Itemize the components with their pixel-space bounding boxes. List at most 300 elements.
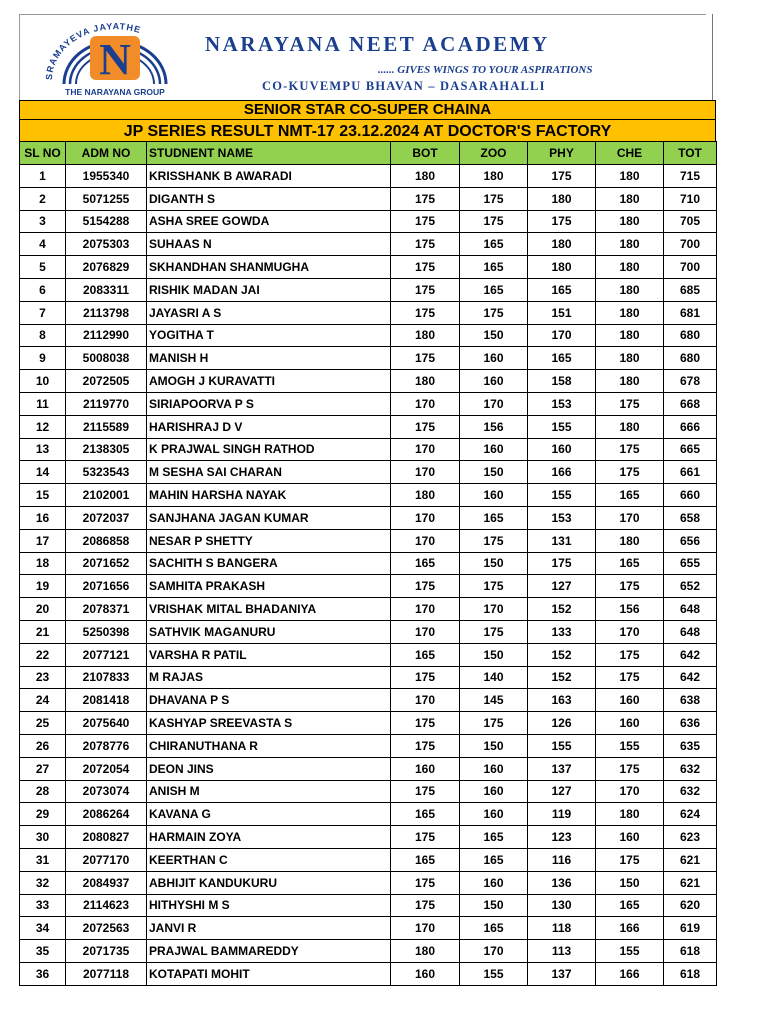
cell-che-score: 160 (596, 689, 664, 712)
cell-phy-score: 175 (528, 165, 596, 188)
cell-adm-no: 2071652 (66, 552, 147, 575)
cell-sl-no: 24 (20, 689, 66, 712)
cell-sl-no: 27 (20, 757, 66, 780)
cell-adm-no: 5154288 (66, 210, 147, 233)
column-header-adm-no: ADM NO (66, 142, 147, 165)
cell-zoo-score: 165 (460, 917, 528, 940)
cell-student-name: VARSHA R PATIL (147, 643, 391, 666)
cell-student-name: SIRIAPOORVA P S (147, 392, 391, 415)
cell-sl-no: 23 (20, 666, 66, 689)
cell-phy-score: 131 (528, 529, 596, 552)
cell-che-score: 155 (596, 940, 664, 963)
table-row (20, 370, 717, 393)
cell-che-score: 156 (596, 598, 664, 621)
cell-student-name: SACHITH S BANGERA (147, 552, 391, 575)
cell-sl-no: 13 (20, 438, 66, 461)
cell-sl-no: 34 (20, 917, 66, 940)
cell-zoo-score: 175 (460, 712, 528, 735)
result-title: JP SERIES RESULT NMT-17 23.12.2024 AT DOCTOR'S FACTORY (123, 123, 612, 140)
cell-total-score: 705 (664, 210, 717, 233)
cell-adm-no: 2114623 (66, 894, 147, 917)
cell-bot-score: 175 (391, 894, 460, 917)
table-row (20, 233, 717, 256)
cell-che-score: 165 (596, 484, 664, 507)
table-row (20, 780, 717, 803)
cell-adm-no: 2076829 (66, 256, 147, 279)
table-row (20, 324, 717, 347)
cell-total-score: 620 (664, 894, 717, 917)
table-row (20, 461, 717, 484)
cell-bot-score: 175 (391, 233, 460, 256)
cell-zoo-score: 165 (460, 826, 528, 849)
cell-total-score: 621 (664, 848, 717, 871)
column-header-phy: PHY (528, 142, 596, 165)
cell-sl-no: 9 (20, 347, 66, 370)
cell-total-score: 618 (664, 940, 717, 963)
cell-che-score: 175 (596, 461, 664, 484)
cell-sl-no: 17 (20, 529, 66, 552)
academy-tagline: ...... GIVES WINGS TO YOUR ASPIRATIONS (378, 64, 593, 76)
cell-sl-no: 19 (20, 575, 66, 598)
cell-bot-score: 175 (391, 734, 460, 757)
cell-adm-no: 2107833 (66, 666, 147, 689)
cell-zoo-score: 160 (460, 757, 528, 780)
cell-total-score: 655 (664, 552, 717, 575)
cell-adm-no: 2078776 (66, 734, 147, 757)
cell-che-score: 170 (596, 780, 664, 803)
table-row (20, 484, 717, 507)
column-header-student-name: STUDNENT NAME (147, 142, 391, 165)
cell-bot-score: 175 (391, 256, 460, 279)
cell-sl-no: 36 (20, 962, 66, 985)
cell-bot-score: 170 (391, 689, 460, 712)
cell-adm-no: 2119770 (66, 392, 147, 415)
cell-adm-no: 2102001 (66, 484, 147, 507)
column-header-che: CHE (596, 142, 664, 165)
cell-zoo-score: 175 (460, 529, 528, 552)
cell-sl-no: 22 (20, 643, 66, 666)
cell-sl-no: 18 (20, 552, 66, 575)
cell-student-name: KEERTHAN C (147, 848, 391, 871)
cell-bot-score: 170 (391, 529, 460, 552)
cell-bot-score: 165 (391, 848, 460, 871)
cell-sl-no: 5 (20, 256, 66, 279)
cell-adm-no: 2075640 (66, 712, 147, 735)
cell-zoo-score: 160 (460, 370, 528, 393)
cell-phy-score: 170 (528, 324, 596, 347)
table-header-row (20, 142, 717, 165)
cell-che-score: 180 (596, 278, 664, 301)
cell-zoo-score: 175 (460, 620, 528, 643)
cell-phy-score: 116 (528, 848, 596, 871)
cell-adm-no: 2072054 (66, 757, 147, 780)
cell-bot-score: 170 (391, 620, 460, 643)
cell-zoo-score: 160 (460, 484, 528, 507)
cell-zoo-score: 150 (460, 894, 528, 917)
cell-sl-no: 15 (20, 484, 66, 507)
cell-che-score: 170 (596, 506, 664, 529)
cell-sl-no: 26 (20, 734, 66, 757)
cell-student-name: ABHIJIT KANDUKURU (147, 871, 391, 894)
column-header-tot: TOT (664, 142, 717, 165)
cell-adm-no: 2073074 (66, 780, 147, 803)
cell-zoo-score: 160 (460, 780, 528, 803)
cell-phy-score: 136 (528, 871, 596, 894)
cell-total-score: 642 (664, 666, 717, 689)
table-row (20, 894, 717, 917)
cell-adm-no: 2086858 (66, 529, 147, 552)
table-row (20, 620, 717, 643)
results-body (20, 165, 717, 986)
cell-che-score: 180 (596, 370, 664, 393)
cell-bot-score: 175 (391, 301, 460, 324)
cell-che-score: 155 (596, 734, 664, 757)
cell-sl-no: 11 (20, 392, 66, 415)
table-row (20, 256, 717, 279)
table-row (20, 689, 717, 712)
table-row (20, 165, 717, 188)
cell-phy-score: 155 (528, 734, 596, 757)
cell-sl-no: 28 (20, 780, 66, 803)
cell-che-score: 180 (596, 210, 664, 233)
cell-bot-score: 175 (391, 187, 460, 210)
cell-total-score: 678 (664, 370, 717, 393)
cell-total-score: 658 (664, 506, 717, 529)
results-table (19, 141, 717, 986)
cell-zoo-score: 160 (460, 438, 528, 461)
cell-bot-score: 165 (391, 643, 460, 666)
cell-adm-no: 2138305 (66, 438, 147, 461)
cell-zoo-score: 165 (460, 848, 528, 871)
cell-che-score: 180 (596, 347, 664, 370)
cell-phy-score: 165 (528, 347, 596, 370)
cell-zoo-score: 175 (460, 575, 528, 598)
cell-phy-score: 123 (528, 826, 596, 849)
table-row (20, 712, 717, 735)
cell-student-name: SUHAAS N (147, 233, 391, 256)
cell-phy-score: 119 (528, 803, 596, 826)
cell-adm-no: 2084937 (66, 871, 147, 894)
table-row (20, 643, 717, 666)
cell-total-score: 636 (664, 712, 717, 735)
cell-adm-no: 5008038 (66, 347, 147, 370)
cell-student-name: MAHIN HARSHA NAYAK (147, 484, 391, 507)
table-row (20, 871, 717, 894)
cell-sl-no: 3 (20, 210, 66, 233)
cell-student-name: DIGANTH S (147, 187, 391, 210)
cell-bot-score: 170 (391, 598, 460, 621)
cell-bot-score: 175 (391, 210, 460, 233)
cell-phy-score: 160 (528, 438, 596, 461)
cell-sl-no: 12 (20, 415, 66, 438)
cell-student-name: VRISHAK MITAL BHADANIYA (147, 598, 391, 621)
cell-zoo-score: 170 (460, 940, 528, 963)
cell-che-score: 175 (596, 848, 664, 871)
cell-bot-score: 175 (391, 780, 460, 803)
cell-student-name: HARMAIN ZOYA (147, 826, 391, 849)
table-row (20, 278, 717, 301)
cell-sl-no: 32 (20, 871, 66, 894)
cell-phy-score: 127 (528, 575, 596, 598)
cell-adm-no: 2077118 (66, 962, 147, 985)
cell-zoo-score: 170 (460, 598, 528, 621)
cell-che-score: 175 (596, 575, 664, 598)
cell-zoo-score: 165 (460, 278, 528, 301)
table-row (20, 575, 717, 598)
column-header-sl-no: SL NO (20, 142, 66, 165)
cell-phy-score: 175 (528, 552, 596, 575)
cell-bot-score: 175 (391, 826, 460, 849)
cell-sl-no: 2 (20, 187, 66, 210)
cell-bot-score: 180 (391, 324, 460, 347)
cell-zoo-score: 180 (460, 165, 528, 188)
cell-student-name: JAYASRI A S (147, 301, 391, 324)
column-header-zoo: ZOO (460, 142, 528, 165)
cell-adm-no: 2112990 (66, 324, 147, 347)
cell-adm-no: 2113798 (66, 301, 147, 324)
cell-student-name: K PRAJWAL SINGH RATHOD (147, 438, 391, 461)
cell-phy-score: 151 (528, 301, 596, 324)
cell-phy-score: 175 (528, 210, 596, 233)
cell-bot-score: 175 (391, 871, 460, 894)
cell-che-score: 180 (596, 324, 664, 347)
cell-student-name: SKHANDHAN SHANMUGHA (147, 256, 391, 279)
cell-student-name: DHAVANA P S (147, 689, 391, 712)
cell-zoo-score: 150 (460, 461, 528, 484)
cell-adm-no: 2083311 (66, 278, 147, 301)
cell-phy-score: 163 (528, 689, 596, 712)
cell-adm-no: 5250398 (66, 620, 147, 643)
cell-zoo-score: 155 (460, 962, 528, 985)
table-row (20, 666, 717, 689)
cell-zoo-score: 145 (460, 689, 528, 712)
cell-bot-score: 175 (391, 278, 460, 301)
cell-total-score: 665 (664, 438, 717, 461)
cell-phy-score: 127 (528, 780, 596, 803)
cell-che-score: 170 (596, 620, 664, 643)
cell-adm-no: 2075303 (66, 233, 147, 256)
cell-che-score: 180 (596, 165, 664, 188)
cell-student-name: SATHVIK MAGANURU (147, 620, 391, 643)
cell-adm-no: 2072563 (66, 917, 147, 940)
narayana-logo (30, 22, 200, 98)
cell-phy-score: 133 (528, 620, 596, 643)
cell-sl-no: 35 (20, 940, 66, 963)
cell-student-name: KRISSHANK B AWARADI (147, 165, 391, 188)
cell-che-score: 180 (596, 187, 664, 210)
cell-che-score: 166 (596, 962, 664, 985)
cell-student-name: NESAR P SHETTY (147, 529, 391, 552)
cell-che-score: 165 (596, 552, 664, 575)
logo-ring-text: SRAMAYEVA JAYATHE (43, 22, 143, 81)
cell-total-score: 656 (664, 529, 717, 552)
table-row (20, 392, 717, 415)
cell-student-name: KOTAPATI MOHIT (147, 962, 391, 985)
cell-che-score: 160 (596, 826, 664, 849)
cell-zoo-score: 175 (460, 210, 528, 233)
cell-total-score: 715 (664, 165, 717, 188)
cell-total-score: 660 (664, 484, 717, 507)
cell-total-score: 700 (664, 233, 717, 256)
cell-bot-score: 175 (391, 666, 460, 689)
cell-sl-no: 25 (20, 712, 66, 735)
cell-student-name: DEON JINS (147, 757, 391, 780)
cell-phy-score: 137 (528, 962, 596, 985)
cell-zoo-score: 150 (460, 643, 528, 666)
cell-bot-score: 180 (391, 940, 460, 963)
cell-student-name: RISHIK MADAN JAI (147, 278, 391, 301)
cell-total-score: 635 (664, 734, 717, 757)
cell-total-score: 680 (664, 347, 717, 370)
cell-bot-score: 175 (391, 347, 460, 370)
cell-phy-score: 152 (528, 598, 596, 621)
cell-student-name: PRAJWAL BAMMAREDDY (147, 940, 391, 963)
cell-phy-score: 113 (528, 940, 596, 963)
cell-sl-no: 16 (20, 506, 66, 529)
cell-phy-score: 180 (528, 233, 596, 256)
cell-zoo-score: 156 (460, 415, 528, 438)
cell-bot-score: 180 (391, 484, 460, 507)
cell-phy-score: 180 (528, 256, 596, 279)
cell-che-score: 180 (596, 301, 664, 324)
cell-total-score: 681 (664, 301, 717, 324)
batch-title: SENIOR STAR CO-SUPER CHAINA (20, 101, 715, 120)
cell-che-score: 165 (596, 894, 664, 917)
cell-bot-score: 170 (391, 392, 460, 415)
cell-zoo-score: 165 (460, 233, 528, 256)
cell-adm-no: 2081418 (66, 689, 147, 712)
cell-bot-score: 170 (391, 506, 460, 529)
cell-sl-no: 21 (20, 620, 66, 643)
cell-zoo-score: 150 (460, 552, 528, 575)
cell-student-name: YOGITHA T (147, 324, 391, 347)
cell-che-score: 180 (596, 233, 664, 256)
cell-zoo-score: 170 (460, 392, 528, 415)
cell-sl-no: 20 (20, 598, 66, 621)
cell-total-score: 632 (664, 780, 717, 803)
cell-phy-score: 137 (528, 757, 596, 780)
cell-student-name: M SESHA SAI CHARAN (147, 461, 391, 484)
cell-sl-no: 14 (20, 461, 66, 484)
cell-adm-no: 2077121 (66, 643, 147, 666)
cell-total-score: 685 (664, 278, 717, 301)
cell-total-score: 652 (664, 575, 717, 598)
cell-student-name: M RAJAS (147, 666, 391, 689)
cell-che-score: 175 (596, 666, 664, 689)
cell-zoo-score: 165 (460, 506, 528, 529)
cell-bot-score: 160 (391, 962, 460, 985)
cell-phy-score: 118 (528, 917, 596, 940)
cell-student-name: KASHYAP SREEVASTA S (147, 712, 391, 735)
cell-sl-no: 29 (20, 803, 66, 826)
cell-student-name: KAVANA G (147, 803, 391, 826)
table-row (20, 347, 717, 370)
cell-total-score: 648 (664, 620, 717, 643)
cell-student-name: ANISH M (147, 780, 391, 803)
cell-total-score: 621 (664, 871, 717, 894)
cell-che-score: 175 (596, 392, 664, 415)
cell-student-name: SAMHITA PRAKASH (147, 575, 391, 598)
cell-sl-no: 8 (20, 324, 66, 347)
cell-phy-score: 152 (528, 666, 596, 689)
cell-che-score: 150 (596, 871, 664, 894)
cell-bot-score: 170 (391, 438, 460, 461)
cell-adm-no: 2080827 (66, 826, 147, 849)
cell-adm-no: 2086264 (66, 803, 147, 826)
cell-phy-score: 153 (528, 392, 596, 415)
cell-total-score: 618 (664, 962, 717, 985)
cell-sl-no: 31 (20, 848, 66, 871)
cell-bot-score: 165 (391, 552, 460, 575)
cell-sl-no: 4 (20, 233, 66, 256)
academy-name: NARAYANA NEET ACADEMY (205, 32, 550, 56)
title-band (19, 100, 716, 144)
cell-sl-no: 10 (20, 370, 66, 393)
cell-total-score: 668 (664, 392, 717, 415)
table-row (20, 598, 717, 621)
letterhead-divider (712, 14, 713, 100)
cell-sl-no: 33 (20, 894, 66, 917)
cell-student-name: MANISH H (147, 347, 391, 370)
cell-bot-score: 175 (391, 575, 460, 598)
cell-zoo-score: 140 (460, 666, 528, 689)
cell-phy-score: 158 (528, 370, 596, 393)
table-row (20, 529, 717, 552)
cell-total-score: 700 (664, 256, 717, 279)
cell-adm-no: 2077170 (66, 848, 147, 871)
cell-bot-score: 175 (391, 712, 460, 735)
cell-student-name: HITHYSHI M S (147, 894, 391, 917)
table-row (20, 757, 717, 780)
cell-zoo-score: 165 (460, 256, 528, 279)
table-row (20, 940, 717, 963)
table-row (20, 187, 717, 210)
cell-phy-score: 180 (528, 187, 596, 210)
column-header-bot: BOT (391, 142, 460, 165)
cell-phy-score: 153 (528, 506, 596, 529)
academy-address: CO-KUVEMPU BHAVAN – DASARAHALLI (262, 79, 546, 93)
cell-sl-no: 7 (20, 301, 66, 324)
cell-total-score: 623 (664, 826, 717, 849)
cell-zoo-score: 160 (460, 871, 528, 894)
cell-sl-no: 1 (20, 165, 66, 188)
table-row (20, 552, 717, 575)
cell-phy-score: 166 (528, 461, 596, 484)
table-row (20, 438, 717, 461)
cell-adm-no: 2071735 (66, 940, 147, 963)
cell-adm-no: 2072505 (66, 370, 147, 393)
cell-total-score: 666 (664, 415, 717, 438)
cell-che-score: 180 (596, 256, 664, 279)
table-row (20, 210, 717, 233)
cell-che-score: 180 (596, 415, 664, 438)
cell-adm-no: 2071656 (66, 575, 147, 598)
table-row (20, 506, 717, 529)
cell-total-score: 661 (664, 461, 717, 484)
cell-total-score: 648 (664, 598, 717, 621)
cell-phy-score: 152 (528, 643, 596, 666)
cell-total-score: 619 (664, 917, 717, 940)
cell-total-score: 624 (664, 803, 717, 826)
cell-student-name: AMOGH J KURAVATTI (147, 370, 391, 393)
cell-sl-no: 30 (20, 826, 66, 849)
logo-group-text: THE NARAYANA GROUP (65, 87, 165, 97)
table-row (20, 826, 717, 849)
cell-bot-score: 180 (391, 165, 460, 188)
cell-phy-score: 155 (528, 415, 596, 438)
cell-che-score: 175 (596, 643, 664, 666)
cell-bot-score: 175 (391, 415, 460, 438)
